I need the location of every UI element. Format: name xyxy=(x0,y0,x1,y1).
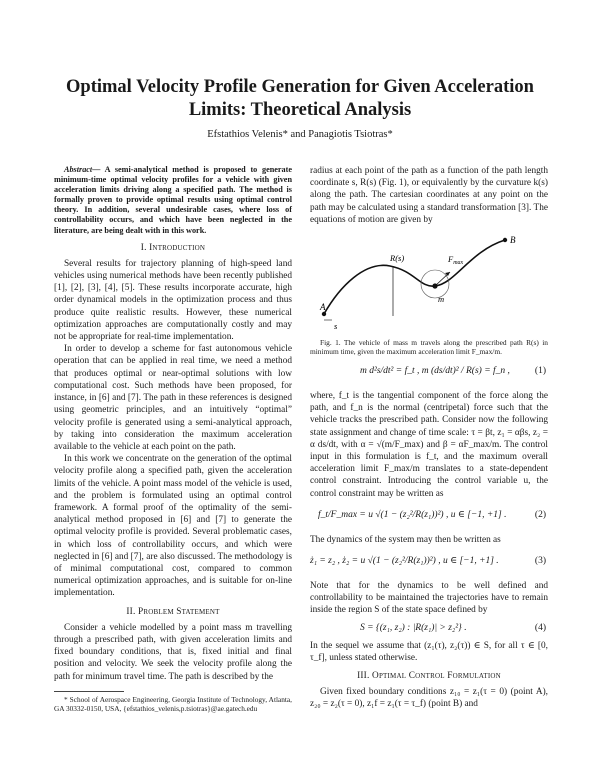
optimal-control-paragraph: Given fixed boundary conditions z₁₀ = z₁(τ = 0) (point A), z₂₀ = z₂(τ = 0), z₁f = z₁(τ = τ_f) (point B) and xyxy=(310,687,548,710)
figure-1-caption: Fig. 1. The vehicle of mass m travels along the prescribed path R(s) in minimum time, given the maximum acceleration limit F_max/m. xyxy=(310,338,548,357)
assumption-paragraph: In the sequel we assume that (z₁(τ), z₂(τ)) ∈ S, for all τ ∈ [0, τ_f], unless stated otherwise. xyxy=(310,640,548,663)
equation-2-body: f_t/F_max = u √(1 − (z₂²/R(z₁))²) , u ∈ [−1, +1] . xyxy=(318,509,507,520)
equation-3-number: (3) xyxy=(534,556,546,567)
equation-1-body: m d²s/dt² = f_t , m (ds/dt)² / R(s) = f_n , xyxy=(360,366,510,377)
equation-4-body: S = {(z₁, z₂) : |R(z₁)| > z₂²} . xyxy=(360,622,467,633)
dynamics-intro: The dynamics of the system may then be written as xyxy=(310,534,501,545)
section-heading-optimal-control: III. Optimal Control Formulation xyxy=(357,671,501,682)
label-s: s xyxy=(334,321,338,332)
equation-4 xyxy=(310,620,548,637)
vehicle-path xyxy=(324,240,505,314)
label-a: A xyxy=(320,302,326,313)
label-m: m xyxy=(438,294,445,305)
problem-paragraph: Consider a vehicle modelled by a point mass m travelling through a prescribed path, with given acceleration limits and fixed boundary conditions, that is, fixed initial and final position and velocity. We seek the velocity profile along the path for minimum travel time. The path is described by the xyxy=(54,622,292,682)
state-assignment-paragraph: where, f_t is the tangential component of the force along the path, and f_n is the normal (centripetal) force such that the vehicle tracks the prescribed path. Consider now the following state assignment and change of time scale: τ = βt, z₁ = αβs, z₂ = α ds/dt, with α = √(m/F_max) and β = αF_max/m. The control input in this formulation is f_t, and the maximum overall acceleration limit F_max/m translates to a state-dependent control constraint. Introducing the control variable u, the control constraint may be written as xyxy=(310,391,548,499)
equation-2 xyxy=(310,503,548,531)
intro-paragraph-3: In this work we concentrate on the generation of the optimal velocity profile along a specified path, given the acceleration limits of the vehicle. A point mass model of the vehicle is used, and the problem is formulated using an optimal control framework. A formal proof of the optimality of the semi-analytical method proposed in [6] and [7] to generate the optimal velocity profile is provided. Several problematic cases, in which loss of controllability occurs, and which were neglected in [6] and [7], are also discussed. The methodology is of minimal computational cost, compared to common numerical optimization approaches, and is suitable for on-line implementation. xyxy=(54,454,292,599)
footnote-rule xyxy=(54,691,124,692)
label-fmax-subscript: max xyxy=(453,260,464,267)
affiliation-footnote: * School of Aerospace Engineering, Georgia Institute of Technology, Atlanta, GA 30332-0150, USA, {efstathios_velenis,p.tsiotras}@ae.gatech.edu xyxy=(54,694,292,713)
label-b: B xyxy=(510,235,516,246)
figure-1 xyxy=(310,226,548,334)
right-intro-paragraph: radius at each point of the path as a function of the path length coordinate s, R(s) (Fig. 1), or equivalently by the curvature k(s) along the path. The cartesian coordinates at any point on the path may be calculated using a standard transformation [3]. The equations of motion are given by xyxy=(310,166,548,225)
equation-3-body: ż₁ = z₂ , ż₂ = u √(1 − (z₂²/R(z₁))²) , u ∈ [−1, +1] . xyxy=(310,556,499,567)
right-column xyxy=(310,165,548,711)
authors: Efstathios Velenis* and Panagiotis Tsiotras* xyxy=(207,129,393,140)
section-heading-introduction: I. Introduction xyxy=(140,242,206,253)
path-diagram xyxy=(310,226,548,334)
left-column xyxy=(54,165,292,713)
intro-paragraph-2: In order to develop a scheme for fast autonomous vehicle operation that can be applied in real time, we need a method that produces optimal or near-optimal solutions with low computational cost. Such methods have been proposed, for instance, in [6] and [7]. The path in these references is designed using geometric principles, and an intuitively “optimal” velocity profile is generated using a semi-analytical approach, by taking into consideration the maximum acceleration available to the vehicle at each point on the path. xyxy=(54,344,292,452)
label-radius: R(s) xyxy=(390,253,405,264)
label-fmax xyxy=(447,254,464,266)
abstract-lead: Abstract— xyxy=(64,165,101,174)
paper-title: Optimal Velocity Profile Generation for Given Acceleration Limits: Theoretical Analysis xyxy=(66,77,534,120)
section-heading-problem-statement: II. Problem Statement xyxy=(126,606,220,617)
intro-paragraph-1: Several results for trajectory planning of high-speed land vehicles using numerical methods have been recently published [1], [2], [3], [4], [5]. These results incorporate accurate, high order dynamical models in the optimization process and thus produce quite realistic results. However, these numerical optimization approaches are computationally costly and may not be appropriate for real-time implementation. xyxy=(54,258,292,343)
equation-3 xyxy=(310,549,548,577)
abstract-body: A semi-analytical method is proposed to generate minimum-time optimal velocity profiles for a vehicle with given acceleration limits driving along a specified path. The method is formally proven to provide optimal results using optimal control theory. In addition, several undesirable cases, where loss of controllability occurs, and which have been neglected in the literature, are being dealt with in this work. xyxy=(54,165,292,235)
equation-2-number: (2) xyxy=(534,509,546,520)
equation-1-number: (1) xyxy=(534,366,546,377)
equation-4-number: (4) xyxy=(534,622,546,633)
label-fmax-base: F xyxy=(448,254,454,265)
region-paragraph: Note that for the dynamics to be well defined and controllability to be maintained the trajectories have to remain inside the region S of the state space defined by xyxy=(310,581,548,616)
point-b-marker xyxy=(503,238,507,242)
abstract xyxy=(54,165,292,236)
point-a-marker xyxy=(322,312,326,316)
equation-1 xyxy=(310,359,548,387)
